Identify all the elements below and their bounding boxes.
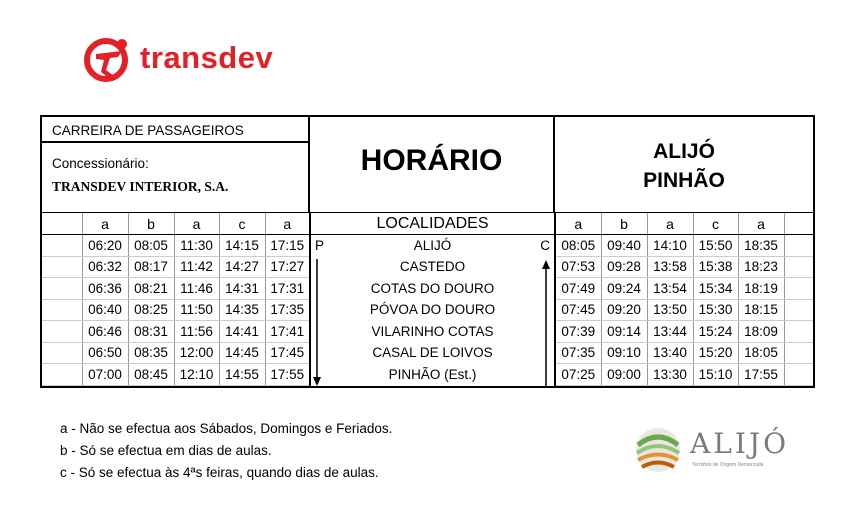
time-cell: 07:35 xyxy=(555,342,601,364)
time-cell: 13:44 xyxy=(647,321,693,343)
time-cell: 18:35 xyxy=(738,235,784,257)
col-header-right-3: a xyxy=(647,213,693,235)
time-cell: 15:20 xyxy=(693,342,738,364)
time-cell: 08:35 xyxy=(128,342,174,364)
stop-name: COTAS DO DOURO xyxy=(310,278,555,300)
time-cell: 12:10 xyxy=(174,364,219,386)
time-cell: 17:27 xyxy=(265,256,310,278)
time-cell: 08:05 xyxy=(555,235,601,257)
time-cell: 08:31 xyxy=(128,321,174,343)
time-cell: 14:55 xyxy=(219,364,265,386)
time-cell: 17:45 xyxy=(265,342,310,364)
time-cell: 17:55 xyxy=(265,364,310,386)
footnote: b - Só se efectua em dias de aulas. xyxy=(60,443,272,458)
time-cell: 18:15 xyxy=(738,299,784,321)
time-cell: 06:32 xyxy=(82,256,128,278)
footnote: a - Não se efectua aos Sábados, Domingos e Feriados. xyxy=(60,421,393,436)
time-cell: 13:50 xyxy=(647,299,693,321)
time-cell: 07:25 xyxy=(555,364,601,386)
time-cell: 06:50 xyxy=(82,342,128,364)
footnote: c - Só se efectua às 4ªs feiras, quando dias de aulas. xyxy=(60,465,379,480)
col-header-left-4: c xyxy=(219,213,265,235)
start-marker: P xyxy=(315,238,325,253)
col-header-left-2: b xyxy=(128,213,174,235)
schedule-row xyxy=(42,364,813,386)
time-cell: 08:25 xyxy=(128,299,174,321)
time-cell: 11:46 xyxy=(174,278,219,300)
footnotes xyxy=(60,418,392,484)
time-cell: 09:00 xyxy=(601,364,647,386)
company-name: TRANSDEV INTERIOR, S.A. xyxy=(52,179,229,194)
time-cell: 13:54 xyxy=(647,278,693,300)
time-cell: 07:53 xyxy=(555,256,601,278)
time-cell: 15:24 xyxy=(693,321,738,343)
up-arrow-icon xyxy=(541,259,551,387)
schedule-row xyxy=(42,235,813,257)
time-cell: 15:34 xyxy=(693,278,738,300)
time-cell: 17:31 xyxy=(265,278,310,300)
route-origin: ALIJÓ xyxy=(653,140,715,163)
col-header-right-2: b xyxy=(601,213,647,235)
time-cell: 07:49 xyxy=(555,278,601,300)
time-cell: 07:00 xyxy=(82,364,128,386)
col-header-right-5: a xyxy=(738,213,784,235)
time-cell: 15:50 xyxy=(693,235,738,257)
timetable-frame xyxy=(40,115,815,388)
alijo-municipality-logo xyxy=(632,425,802,475)
end-marker: C xyxy=(540,238,550,253)
col-header-right-1: a xyxy=(555,213,601,235)
time-cell: 06:36 xyxy=(82,278,128,300)
time-cell: 06:46 xyxy=(82,321,128,343)
time-cell: 09:40 xyxy=(601,235,647,257)
col-header-right-4: c xyxy=(693,213,738,235)
time-cell: 15:30 xyxy=(693,299,738,321)
transdev-figure-icon xyxy=(82,36,138,82)
col-header-left-5: a xyxy=(265,213,310,235)
time-cell: 09:28 xyxy=(601,256,647,278)
time-cell: 14:15 xyxy=(219,235,265,257)
time-cell: 11:42 xyxy=(174,256,219,278)
time-cell: 17:41 xyxy=(265,321,310,343)
stop-label: ALIJÓ xyxy=(413,238,452,253)
time-cell: 06:20 xyxy=(82,235,128,257)
schedule-table xyxy=(42,213,813,386)
time-cell: 14:35 xyxy=(219,299,265,321)
time-cell: 11:30 xyxy=(174,235,219,257)
time-cell: 13:40 xyxy=(647,342,693,364)
time-cell: 09:24 xyxy=(601,278,647,300)
timetable-title: HORÁRIO xyxy=(310,117,555,212)
time-cell: 09:10 xyxy=(601,342,647,364)
route-type-label: CARREIRA DE PASSAGEIROS xyxy=(42,117,308,143)
transdev-logo xyxy=(82,36,272,82)
schedule-row xyxy=(42,299,813,321)
time-cell: 14:45 xyxy=(219,342,265,364)
schedule-row xyxy=(42,321,813,343)
time-cell: 13:58 xyxy=(647,256,693,278)
time-cell: 18:05 xyxy=(738,342,784,364)
time-cell: 18:23 xyxy=(738,256,784,278)
time-cell: 12:00 xyxy=(174,342,219,364)
time-cell: 07:45 xyxy=(555,299,601,321)
stop-name: PINHÃO (Est.) xyxy=(310,364,555,386)
alijo-tagline: Território de Origem Demarcada xyxy=(692,462,764,468)
time-cell: 13:30 xyxy=(647,364,693,386)
time-cell: 11:56 xyxy=(174,321,219,343)
time-cell: 17:35 xyxy=(265,299,310,321)
alijo-emblem-icon xyxy=(632,425,684,475)
time-cell: 17:55 xyxy=(738,364,784,386)
time-cell: 17:15 xyxy=(265,235,310,257)
stop-name: CASTEDO xyxy=(310,256,555,278)
time-cell: 18:09 xyxy=(738,321,784,343)
schedule-row xyxy=(42,278,813,300)
schedule-row xyxy=(42,256,813,278)
schedule-row xyxy=(42,342,813,364)
time-cell: 15:38 xyxy=(693,256,738,278)
time-cell: 08:45 xyxy=(128,364,174,386)
stop-name xyxy=(310,235,555,257)
time-cell: 06:40 xyxy=(82,299,128,321)
col-header-left-1: a xyxy=(82,213,128,235)
alijo-wordmark: ALIJÓ xyxy=(690,427,790,460)
concessionaire-label: Concessionário: xyxy=(52,156,149,171)
time-cell: 14:27 xyxy=(219,256,265,278)
time-cell: 09:14 xyxy=(601,321,647,343)
stop-name: CASAL DE LOIVOS xyxy=(310,342,555,364)
operator-info xyxy=(42,117,310,212)
column-header-row xyxy=(42,213,813,235)
transdev-wordmark: transdev xyxy=(140,40,274,75)
time-cell: 14:10 xyxy=(647,235,693,257)
time-cell: 15:10 xyxy=(693,364,738,386)
time-cell: 08:21 xyxy=(128,278,174,300)
time-cell: 14:41 xyxy=(219,321,265,343)
down-arrow-icon xyxy=(312,259,322,387)
time-cell: 08:05 xyxy=(128,235,174,257)
route-name xyxy=(555,117,813,212)
stop-name: PÓVOA DO DOURO xyxy=(310,299,555,321)
stop-name: VILARINHO COTAS xyxy=(310,321,555,343)
time-cell: 14:31 xyxy=(219,278,265,300)
time-cell: 08:17 xyxy=(128,256,174,278)
route-destination: PINHÃO xyxy=(643,169,725,192)
localities-header: LOCALIDADES xyxy=(310,213,555,235)
time-cell: 18:19 xyxy=(738,278,784,300)
time-cell: 09:20 xyxy=(601,299,647,321)
time-cell: 07:39 xyxy=(555,321,601,343)
time-cell: 11:50 xyxy=(174,299,219,321)
col-header-left-3: a xyxy=(174,213,219,235)
